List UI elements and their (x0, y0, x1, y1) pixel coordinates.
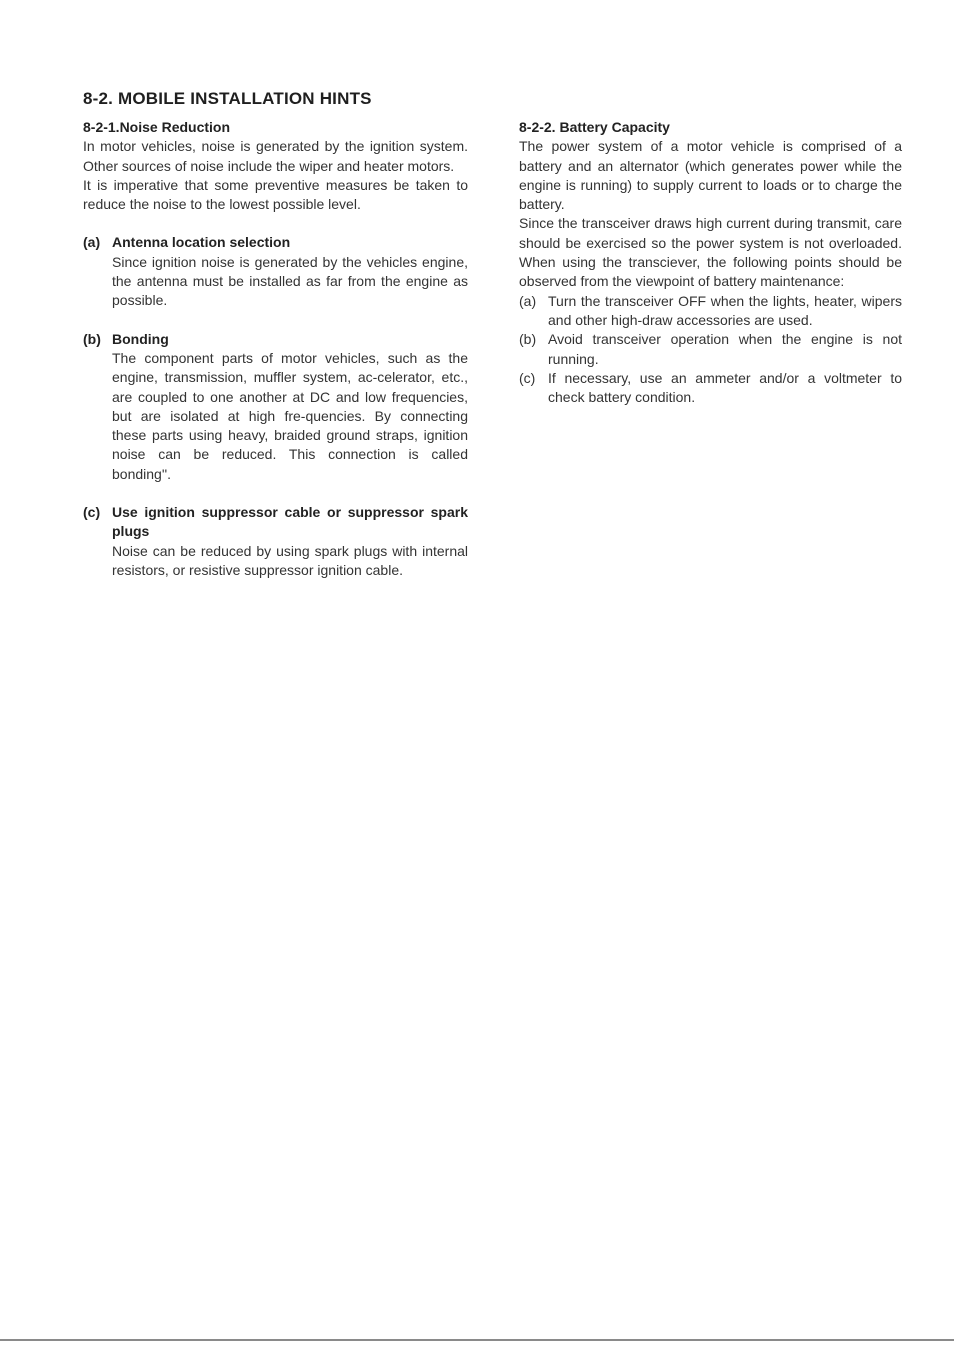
page-title: 8-2. MOBILE INSTALLATION HINTS (83, 89, 372, 108)
item-text: The component parts of motor vehicles, such as the engine, transmission, muffler system, ac-celerator, etc., are coupled to one another at DC and low frequencies, but are isolated at high fre-quencies. By connecting these parts using heavy, braided ground straps, ignition noise can be reduced. This connection is called bonding''. (112, 349, 468, 482)
left-column (83, 118, 468, 580)
paragraph: The power system of a motor vehicle is comprised of a battery and an alternator (which generates power while the engine is running) to supply current to loads or to charge the battery. (519, 138, 902, 213)
item-text: If necessary, use an ammeter and/or a voltmeter to check battery condition. (548, 369, 902, 406)
list-item-bonding (83, 330, 468, 484)
item-label: (b) (83, 330, 101, 347)
item-label: (a) (83, 234, 101, 251)
item-heading: Bonding (112, 330, 169, 347)
item-label: (b) (519, 331, 537, 348)
paragraph: Since the transceiver draws high current during transmit, care should be exercised so the power system is not overloaded. When using the transciever, the following points should be observed from the viewpoint of battery maintenance: (519, 215, 902, 290)
item-label: (a) (519, 292, 537, 309)
right-column (519, 118, 902, 407)
item-text: Since ignition noise is generated by the vehicles engine, the antenna must be installed as far from the engine as possible. (112, 253, 468, 309)
section-heading-battery-capacity: 8-2-2. Battery Capacity (519, 119, 670, 135)
list-item-suppressor (83, 503, 468, 580)
item-text: Avoid transceiver operation when the engine is not running. (548, 331, 902, 367)
item-text: Noise can be reduced by using spark plugs with internal resistors, or resistive suppressor ignition cable. (112, 542, 468, 578)
list-item-check-battery (519, 369, 902, 408)
paragraph: In motor vehicles, noise is generated by the ignition system. Other sources of noise include the wiper and heater motors. (83, 138, 468, 174)
section-heading-noise-reduction: 8-2-1.Noise Reduction (83, 119, 231, 135)
bottom-rule (0, 1339, 954, 1341)
paragraph: It is imperative that some preventive measures be taken to reduce the noise to the lowest possible level. (83, 176, 468, 213)
list-item-avoid-operation (519, 330, 902, 369)
item-label: (c) (519, 369, 536, 386)
item-text: Turn the transceiver OFF when the lights, heater, wipers and other high-draw accessories are used. (548, 292, 902, 328)
item-label: (c) (83, 504, 101, 521)
list-item-turn-off (519, 292, 902, 331)
list-item-antenna-location (83, 233, 468, 310)
item-heading: Antenna location selection (112, 234, 291, 251)
item-heading: Use ignition suppressor cable or suppressor spark plugs (112, 504, 468, 540)
